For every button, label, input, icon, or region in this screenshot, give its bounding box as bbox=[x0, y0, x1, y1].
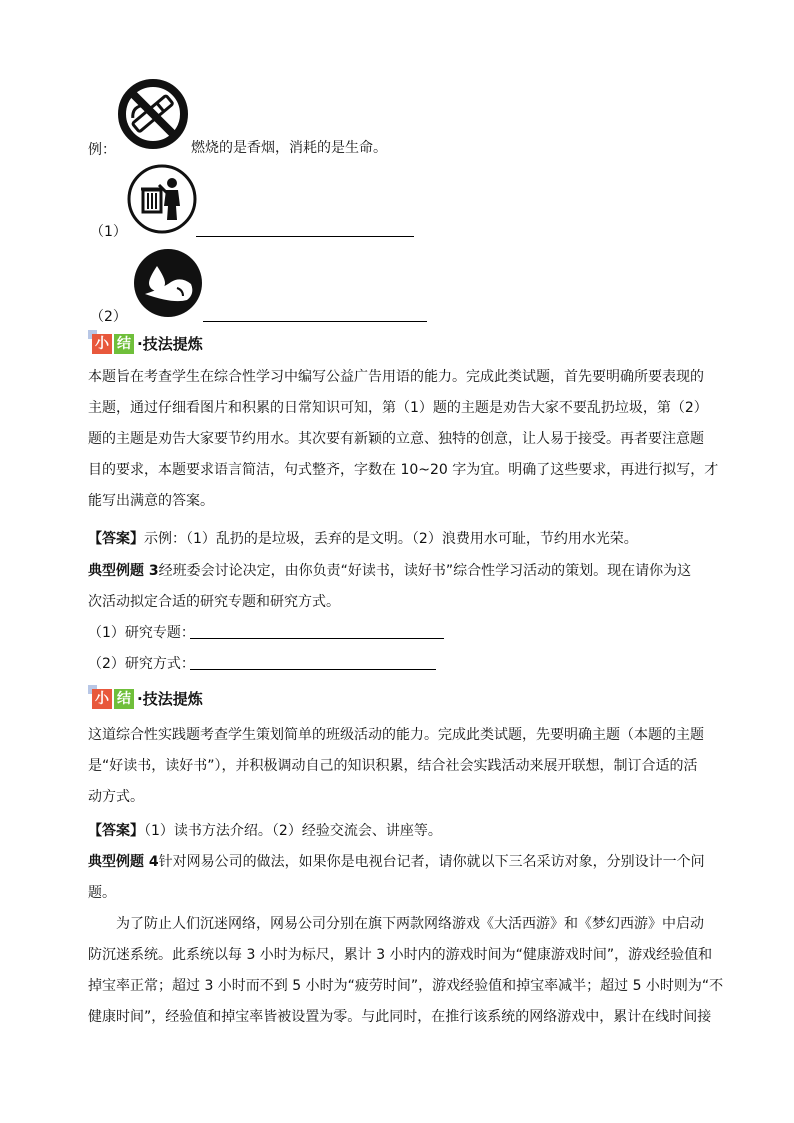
research-method-label: （2）研究方式： bbox=[88, 656, 195, 672]
paragraph-line: 题的主题是劝告大家要节约用水。其次要有新颖的立意、独特的创意，让人易于接受。再者要注意题 bbox=[88, 431, 704, 447]
water-drop-icon bbox=[133, 248, 203, 318]
passage-line: 为了防止人们沉迷网络，网易公司分别在旗下两款网络游戏《大活西游》和《梦幻西游》中启动 bbox=[116, 916, 704, 932]
paragraph-line: 这道综合性实践题考查学生策划简单的班级活动的能力。完成此类试题，先要明确主题（本题的主题 bbox=[88, 727, 704, 743]
section-title: ·技法提炼 bbox=[137, 690, 203, 708]
header-box-knot: 结 bbox=[114, 334, 134, 354]
header-box-knot: 结 bbox=[114, 689, 134, 709]
passage-line: 掉宝率正常；超过 3 小时而不到 5 小时为“疲劳时间”，游戏经验值和掉宝率减半；超过 5 小时则为“不 bbox=[88, 978, 724, 994]
example-4-line-1 bbox=[88, 852, 705, 872]
paragraph-line: 是“好读书，读好书”），并积极调动自己的知识积累，结合社会实践活动来展开联想，制订合适的活 bbox=[88, 758, 698, 774]
header-box-small: 小 bbox=[92, 334, 112, 354]
section-header-2 bbox=[88, 685, 288, 711]
example-4-line-2: 题。 bbox=[88, 885, 116, 901]
example-3-line-2: 次活动拟定合适的研究专题和研究方式。 bbox=[88, 594, 340, 610]
research-topic-blank[interactable] bbox=[190, 638, 444, 639]
trash-bin-icon bbox=[126, 163, 198, 235]
paragraph-line: 目的要求，本题要求语言简洁，句式整齐，字数在 10~20 字为宜。明确了这些要求，再进行拟写，才 bbox=[88, 462, 719, 478]
example-tag: 典型例题 4 bbox=[88, 854, 159, 870]
example-slogan: 燃烧的是香烟，消耗的是生命。 bbox=[191, 140, 387, 156]
passage-line: 健康时间”，经验值和掉宝率皆被设置为零。与此同时，在推行该系统的网络游戏中，累计在线时间接 bbox=[88, 1009, 712, 1025]
answer-text: （1）读书方法介绍。（2）经验交流会、讲座等。 bbox=[144, 823, 442, 839]
example-4-passage bbox=[88, 914, 723, 1038]
answer-text: 示例：（1）乱扔的是垃圾，丢弃的是文明。（2）浪费用水可耻，节约用水光荣。 bbox=[144, 531, 638, 547]
question-2-label: （2） bbox=[90, 309, 127, 325]
section-header-1 bbox=[88, 330, 288, 356]
answer-blank-1[interactable] bbox=[196, 236, 414, 237]
question-1-label: （1） bbox=[90, 224, 127, 240]
answer-tag: 【答案】 bbox=[88, 531, 144, 547]
example-label: 例： bbox=[88, 142, 116, 158]
paragraph-line: 动方式。 bbox=[88, 789, 144, 805]
paragraph-line: 能写出满意的答案。 bbox=[88, 493, 214, 509]
example-tag: 典型例题 3 bbox=[88, 563, 159, 579]
passage-line: 防沉迷系统。此系统以每 3 小时为标尺，累计 3 小时内的游戏时间为“健康游戏时间”，游戏经验值和 bbox=[88, 947, 713, 963]
answer-blank-2[interactable] bbox=[203, 321, 427, 322]
paragraph-line: 本题旨在考查学生在综合性学习中编写公益广告用语的能力。完成此类试题，首先要明确所要表现的 bbox=[88, 369, 704, 385]
answer-1 bbox=[88, 529, 638, 549]
answer-2 bbox=[88, 821, 442, 841]
example-3-line-1 bbox=[88, 561, 691, 581]
header-box-small: 小 bbox=[92, 689, 112, 709]
research-method-blank[interactable] bbox=[190, 669, 436, 670]
section-2-paragraph bbox=[88, 725, 704, 818]
example-3-text: 经班委会讨论决定，由你负责“好读书，读好书”综合性学习活动的策划。现在请你为这 bbox=[158, 563, 692, 579]
example-4-text: 针对网易公司的做法，如果你是电视台记者，请你就以下三名采访对象，分别设计一个问 bbox=[158, 854, 705, 870]
answer-tag: 【答案】 bbox=[88, 823, 144, 839]
no-smoking-icon bbox=[117, 78, 189, 150]
paragraph-line: 主题，通过仔细看图片和积累的日常知识可知，第（1）题的主题是劝告大家不要乱扔垃圾，第（2） bbox=[88, 400, 708, 416]
section-title: ·技法提炼 bbox=[137, 335, 203, 353]
research-topic-label: （1）研究专题： bbox=[88, 625, 195, 641]
section-1-paragraph bbox=[88, 367, 718, 522]
